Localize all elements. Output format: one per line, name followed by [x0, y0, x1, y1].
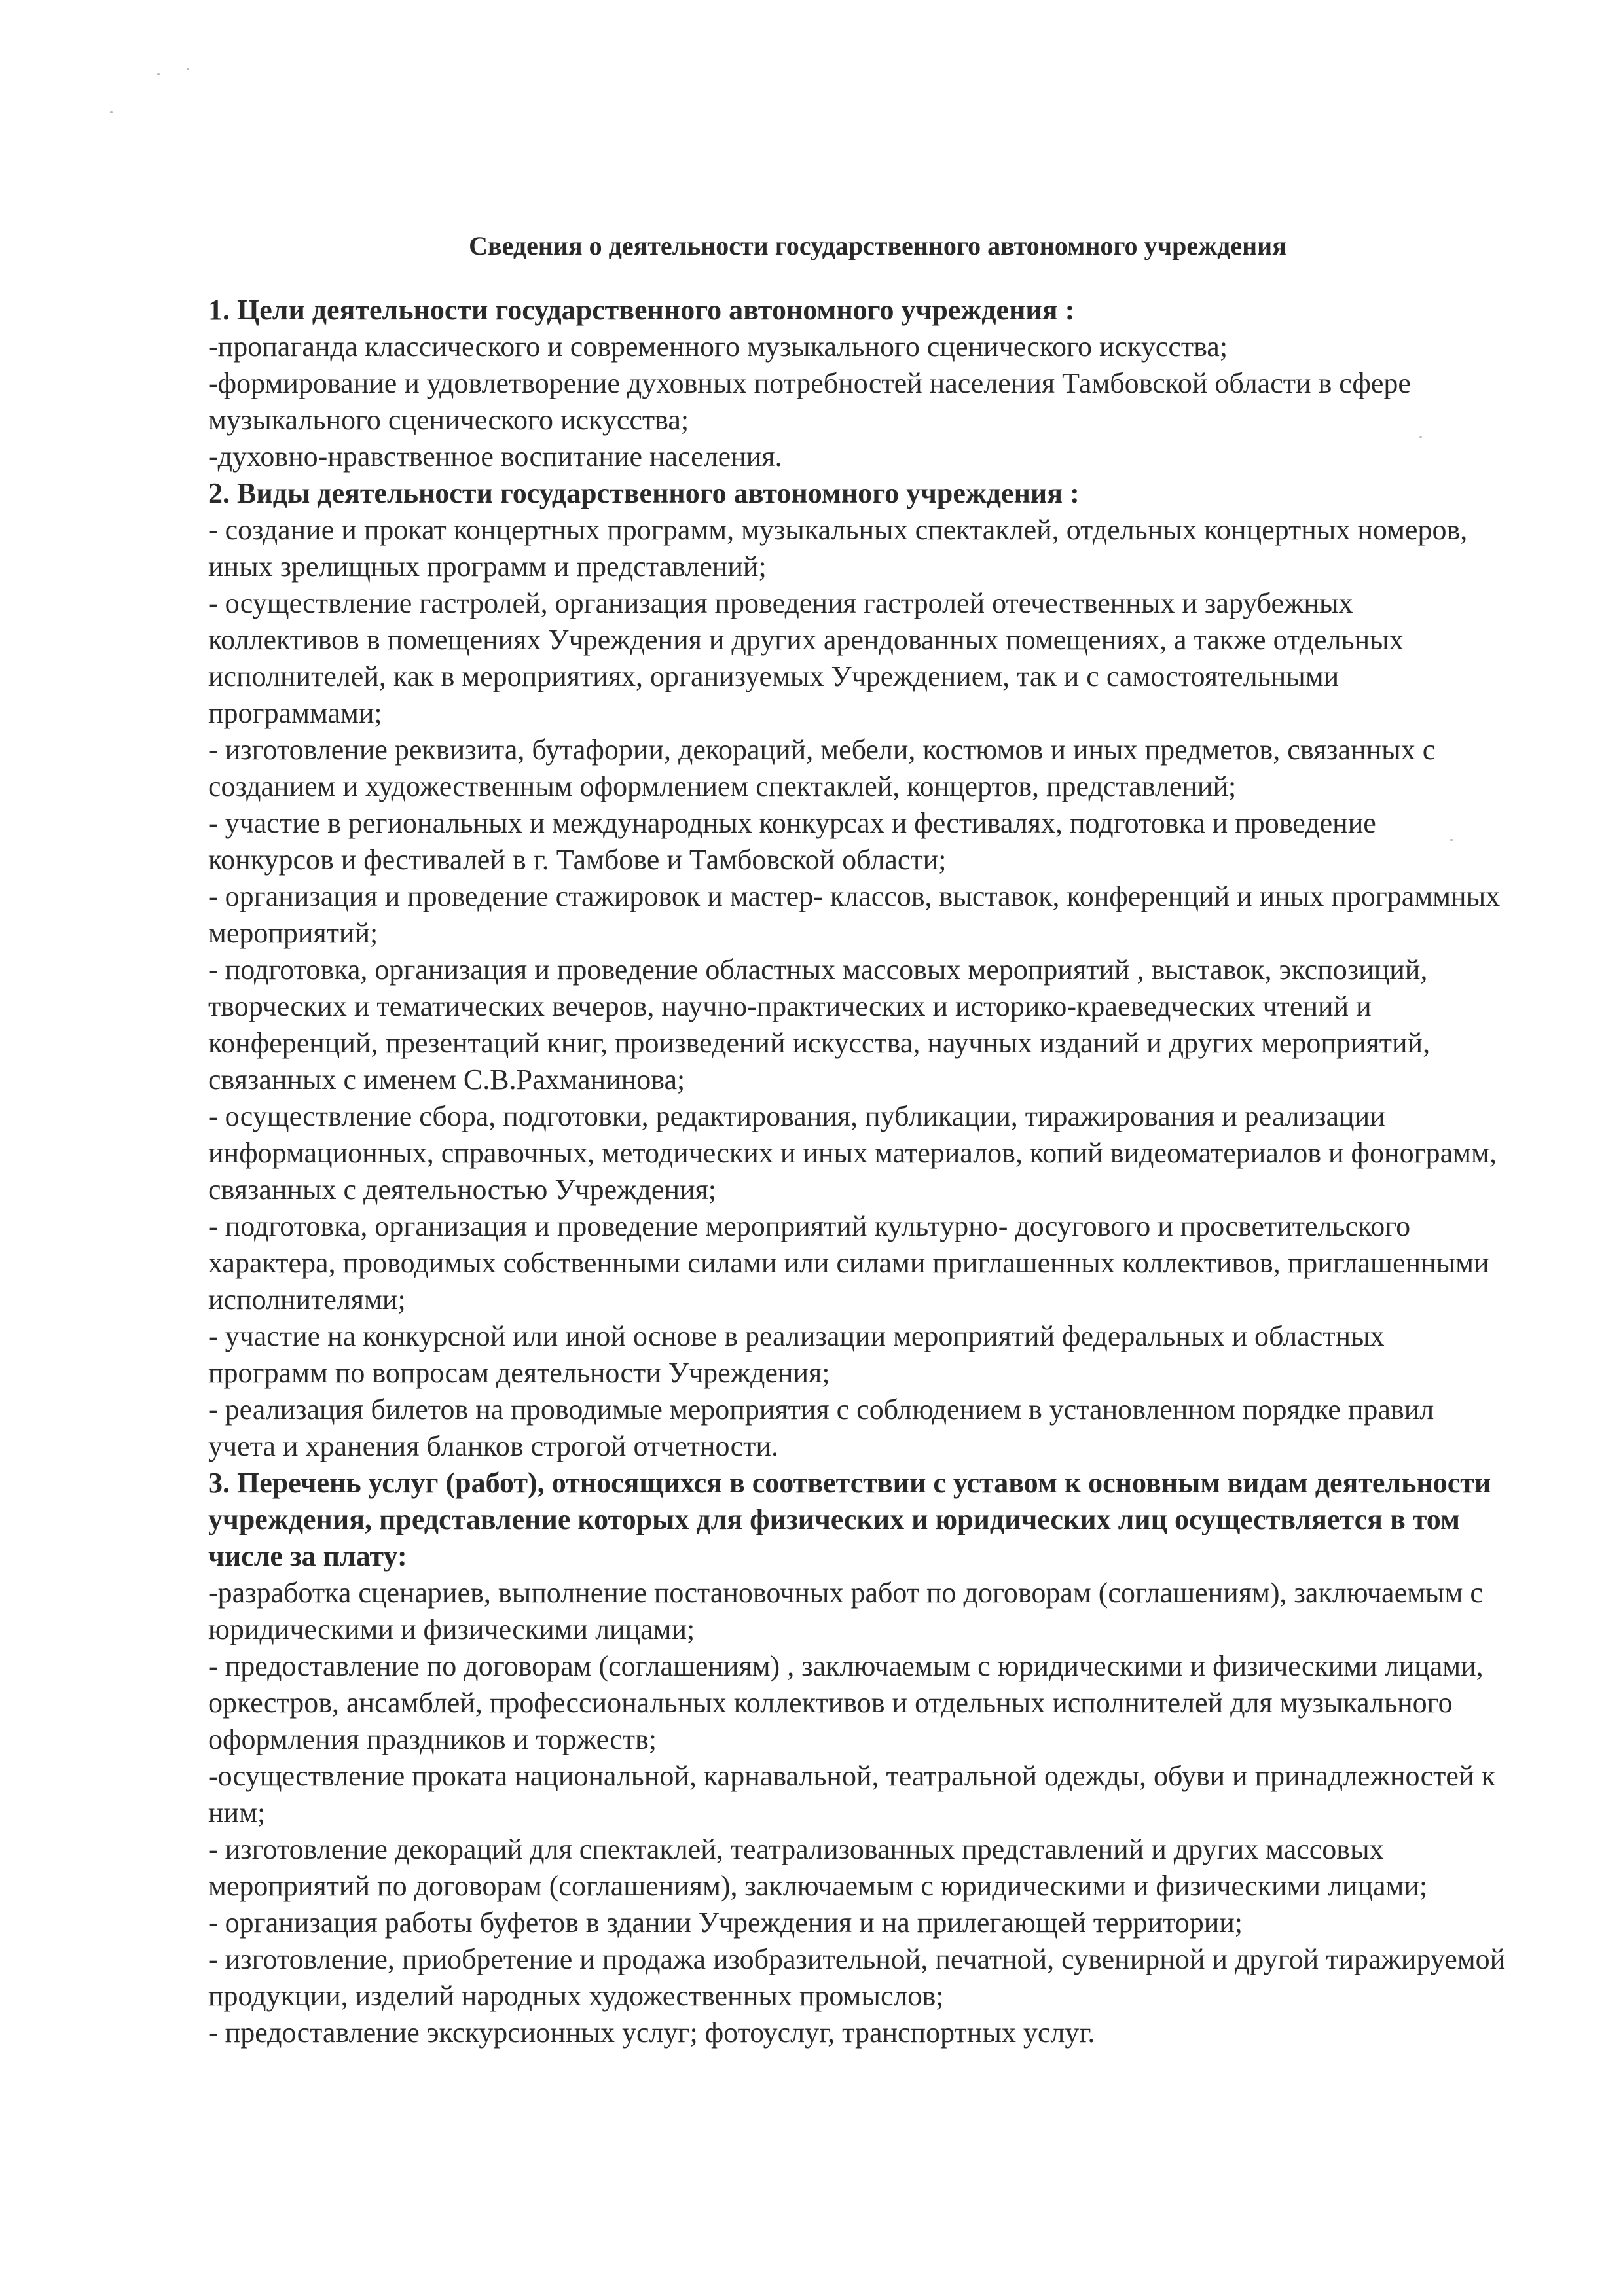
list-item: - предоставление по договорам (соглашениям) , заключаемым с юридическими и физическими лицами, оркестров, ансамблей, профессиональных коллективов и отдельных исполнителей для музыкального оформления праздников и торжеств; [208, 1650, 1484, 1755]
list-item: - подготовка, организация и проведение областных массовых мероприятий , выставок, экспозиций, творческих и тематических вечеров, научно-практических и историко-краеведческих чтений и конференций, презентаций книг, произведений искусства, научных изданий и других мероприятий, связанных с именем С.В.Рахманинова; [208, 954, 1431, 1096]
list-item: - изготовление, приобретение и продажа изобразительной, печатной, сувенирной и другой тиражируемой продукции, изделий народных художественных промыслов; [208, 1943, 1506, 2012]
list-item: -духовно-нравственное воспитание населения. [208, 440, 782, 473]
list-item: - подготовка, организация и проведение мероприятий культурно- досугового и просветительского характера, проводимых собственными силами или силами приглашенных коллективов, приглашенными исполнителями; [208, 1210, 1489, 1316]
section-goals [208, 292, 1508, 475]
list-item: -разработка сценариев, выполнение постановочных работ по договорам (соглашениям), заключаемым с юридическими и физическими лицами; [208, 1577, 1483, 1645]
section-services [208, 1465, 1508, 2051]
list-item: -осуществление проката национальной, карнавальной, театральной одежды, обуви и принадлежностей к ним; [208, 1760, 1495, 1829]
list-item: -пропаганда классического и современного музыкального сценического искусства; [208, 331, 1228, 363]
list-item: - создание и прокат концертных программ, музыкальных спектаклей, отдельных концертных номеров, иных зрелищных программ и представлений; [208, 514, 1468, 583]
list-item: - реализация билетов на проводимые мероприятия с соблюдением в установленном порядке правил учета и хранения бланков строгой отчетности. [208, 1393, 1434, 1462]
scan-speck [157, 73, 160, 75]
list-item: - предоставление экскурсионных услуг; фотоуслуг, транспортных услуг. [208, 2017, 1095, 2049]
section-heading: 3. Перечень услуг (работ), относящихся в соответствии с уставом к основным видам деятельности учреждения, представление которых для физических и юридических лиц осуществляется в том числе за плату: [208, 1467, 1491, 1572]
scan-speck [110, 111, 113, 113]
document-page [208, 228, 1508, 2051]
list-item: - изготовление декораций для спектаклей, театрализованных представлений и других массовых мероприятий по договорам (соглашениям), заключаемым с юридическими и физическими лицами; [208, 1833, 1428, 1902]
section-activities [208, 475, 1508, 1465]
list-item: - участие на конкурсной или иной основе в реализации мероприятий федеральных и областных программ по вопросам деятельности Учреждения; [208, 1320, 1385, 1389]
list-item: - организация работы буфетов в здании Учреждения и на прилегающей территории; [208, 1907, 1243, 1939]
section-heading: 2. Виды деятельности государственного автономного учреждения : [208, 477, 1080, 509]
document-title: Сведения о деятельности государственного автономного учреждения [469, 231, 1286, 260]
list-item: - осуществление гастролей, организация проведения гастролей отечественных и зарубежных коллективов в помещениях Учреждения и других арендованных помещениях, а также отдельных исполнителей, как в мероприятиях, организуемых Учреждением, так и с самостоятельными программами; [208, 587, 1404, 729]
list-item: - участие в региональных и международных конкурсах и фестивалях, подготовка и проведение конкурсов и фестивалей в г. Тамбове и Тамбовской области; [208, 807, 1376, 876]
list-item: -формирование и удовлетворение духовных потребностей населения Тамбовской области в сфере музыкального сценического искусства; [208, 367, 1411, 436]
scan-speck [187, 68, 189, 70]
section-heading: 1. Цели деятельности государственного автономного учреждения : [208, 294, 1075, 326]
list-item: - осуществление сбора, подготовки, редактирования, публикации, тиражирования и реализации информационных, справочных, методических и иных материалов, копий видеоматериалов и фонограмм, связанных с деятельностью Учреждения; [208, 1100, 1497, 1206]
list-item: - организация и проведение стажировок и мастер- классов, выставок, конференций и иных программных мероприятий; [208, 880, 1501, 949]
list-item: - изготовление реквизита, бутафории, декораций, мебели, костюмов и иных предметов, связанных с созданием и художественным оформлением спектаклей, концертов, представлений; [208, 734, 1436, 802]
